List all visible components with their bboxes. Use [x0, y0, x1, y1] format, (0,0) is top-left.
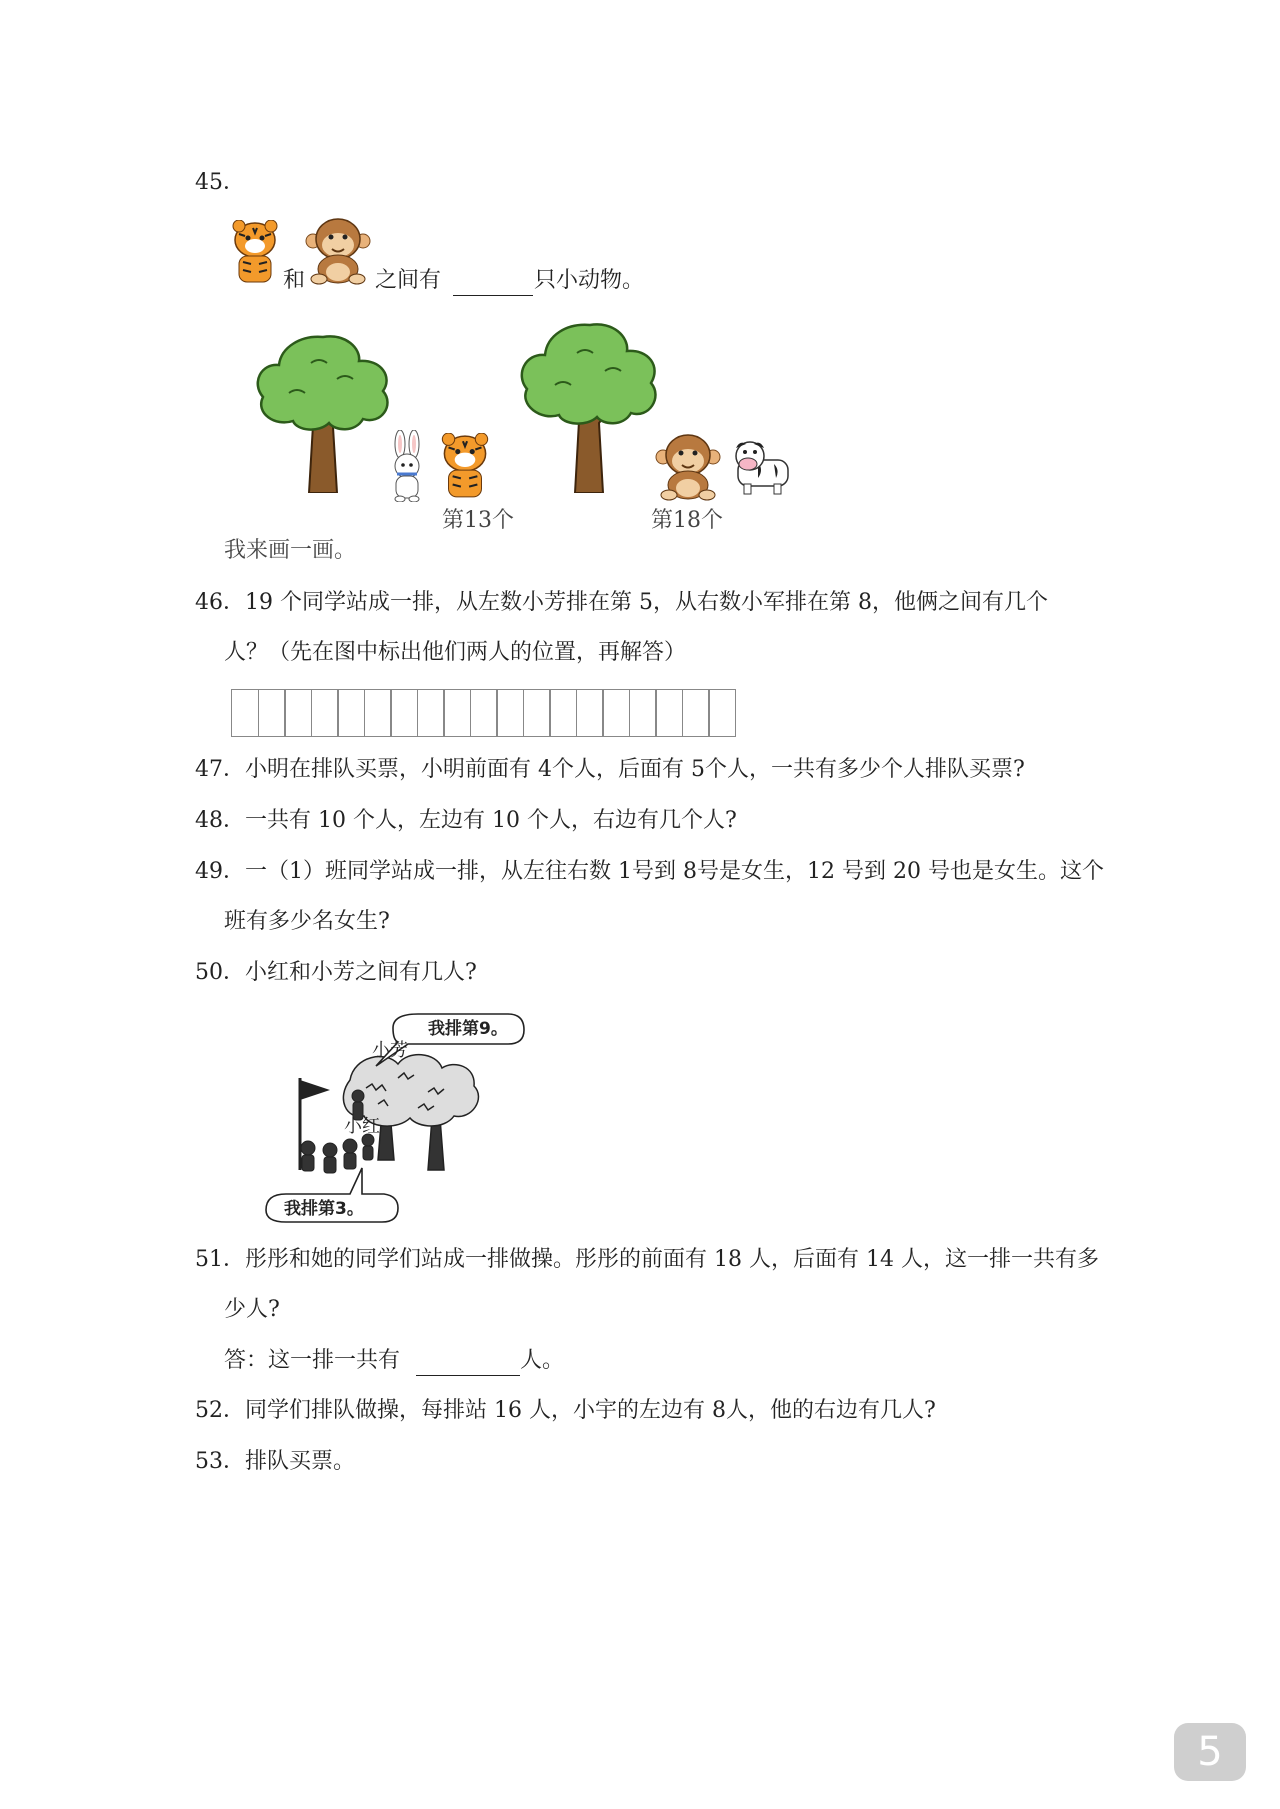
- position-box[interactable]: [496, 689, 524, 737]
- q50-text: 50．小红和小芳之间有几人?: [195, 960, 477, 985]
- position-box[interactable]: [443, 689, 471, 737]
- position-box[interactable]: [602, 689, 630, 737]
- q50-name-xiaofang: 小芳: [372, 1040, 408, 1061]
- q45-number: 45．: [195, 170, 245, 195]
- position-box[interactable]: [549, 689, 577, 737]
- q45-draw-hint: 我来画一画。: [224, 538, 357, 563]
- q45-blank[interactable]: [453, 266, 533, 296]
- position-box[interactable]: [284, 689, 312, 737]
- q50-queue-image: [258, 1000, 558, 1225]
- position-box[interactable]: [708, 689, 736, 737]
- q47-text: 47．小明在排队买票，小明前面有 4个人，后面有 5个人，一共有多少个人排队买票?: [195, 757, 1025, 782]
- q51-line2: 少人?: [224, 1297, 280, 1322]
- q50-bubble-bottom: 我排第3。: [284, 1199, 364, 1219]
- tiger-icon: [227, 220, 283, 286]
- q45-label-13: 第13个: [442, 508, 514, 533]
- q51-answer-blank[interactable]: [416, 1346, 520, 1376]
- q46-line1: 46．19 个同学站成一排，从左数小芳排在第 5，从右数小军排在第 8，他俩之间有几个: [195, 590, 1048, 615]
- monkey-icon: [305, 217, 371, 285]
- tree-right-image: [515, 321, 665, 493]
- cow-icon: [728, 436, 794, 496]
- position-box[interactable]: [576, 689, 604, 737]
- q45-between: 之间有: [375, 268, 442, 293]
- position-box[interactable]: [258, 689, 286, 737]
- position-box[interactable]: [655, 689, 683, 737]
- tree-left-image: [251, 333, 395, 493]
- q49-line1: 49．一（1）班同学站成一排，从左往右数 1号到 8号是女生，12 号到 20 号也是女生。这个: [195, 859, 1104, 884]
- q48-text: 48．一共有 10 个人，左边有 10 个人，右边有几个人?: [195, 808, 737, 833]
- position-box[interactable]: [682, 689, 710, 737]
- rabbit-icon: [387, 430, 427, 502]
- q45-label-18: 第18个: [651, 508, 723, 533]
- position-box[interactable]: [629, 689, 657, 737]
- position-box[interactable]: [470, 689, 498, 737]
- position-box[interactable]: [231, 689, 259, 737]
- position-box[interactable]: [337, 689, 365, 737]
- position-box[interactable]: [364, 689, 392, 737]
- position-box[interactable]: [523, 689, 551, 737]
- q45-and: 和: [283, 268, 306, 293]
- q50-bubble-top: 我排第9。: [428, 1019, 508, 1039]
- page-number-badge: 5: [1174, 1723, 1246, 1781]
- monkey-icon: [655, 433, 721, 501]
- position-box[interactable]: [311, 689, 339, 737]
- q53-text: 53．排队买票。: [195, 1449, 355, 1474]
- q45-suffix: 只小动物。: [534, 268, 645, 293]
- q51-answer-prefix: 答：这一排一共有: [224, 1348, 401, 1373]
- q50-name-xiaohong: 小红: [344, 1116, 380, 1137]
- q49-line2: 班有多少名女生?: [224, 909, 390, 934]
- q51-answer-suffix: 人。: [520, 1348, 565, 1373]
- q46-line2: 人？（先在图中标出他们两人的位置，再解答）: [224, 640, 687, 665]
- position-box[interactable]: [417, 689, 445, 737]
- position-box[interactable]: [390, 689, 418, 737]
- q52-text: 52．同学们排队做操，每排站 16 人，小宇的左边有 8人，他的右边有几人?: [195, 1398, 936, 1423]
- tiger-icon: [435, 433, 495, 501]
- q46-position-boxes[interactable]: [231, 689, 735, 737]
- q51-line1: 51．彤彤和她的同学们站成一排做操。彤彤的前面有 18 人，后面有 14 人，这一排一共有多: [195, 1247, 1099, 1272]
